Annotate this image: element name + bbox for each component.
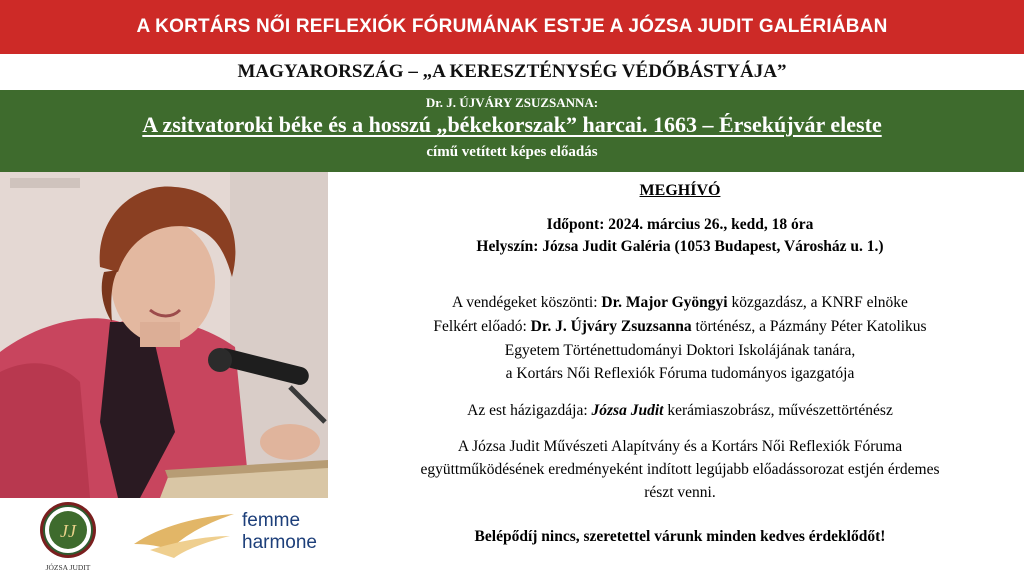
lecture-title: A zsitvatoroki béke és a hosszú „békekorszak” harcai. 1663 – Érsekújvár eleste: [142, 112, 882, 137]
greeting-label: A vendégeket köszönti:: [452, 294, 602, 311]
host-label: Az est házigazdája:: [467, 402, 592, 419]
presenter-role: történész, a Pázmány Péter Katolikus: [691, 318, 927, 335]
invitation-heading: MEGHÍVÓ: [639, 182, 721, 199]
femme-word: femme: [242, 510, 301, 531]
lecture-band: [0, 90, 1024, 172]
description-line-2: együttműködésének eredményeként indított legújabb előadássorozat estjén érdemes: [420, 461, 940, 478]
greeting-name: Dr. Major Gyöngyi: [601, 294, 728, 311]
series-band: [0, 54, 1024, 90]
presenter-line-3: a Kortárs Női Reflexiók Fóruma tudományos igazgatója: [505, 365, 855, 382]
event-place: Helyszín: Józsa Judit Galéria (1053 Budapest, Városház u. 1.): [476, 238, 884, 255]
harmone-word: harmone: [242, 532, 317, 553]
presenter-line-2: Egyetem Történettudományi Doktori Iskolájának tanára,: [504, 342, 856, 359]
speaker-name: Dr. J. ÚJVÁRY ZSUZSANNA:: [425, 95, 599, 110]
lecture-subtitle: című vetített képes előadás: [426, 144, 598, 160]
host-role: kerámiaszobrász, művészettörténész: [663, 402, 893, 419]
closing-line: Belépődíj nincs, szeretettel várunk minden kedves érdeklődőt!: [474, 528, 886, 545]
jozsa-judit-emblem: [36, 500, 100, 576]
presenter-name: Dr. J. Újváry Zsuzsanna: [530, 318, 692, 335]
series-title: MAGYARORSZÁG – „A KERESZTÉNYSÉG VÉDŐBÁSTYÁJA”: [237, 61, 787, 82]
banner-title: A KORTÁRS NŐI REFLEXIÓK FÓRUMÁNAK ESTJE A JÓZSA JUDIT GALÉRIÁBAN: [136, 16, 888, 37]
speaker-photo-illustration: [0, 172, 328, 498]
description-line-1: A Józsa Judit Művészeti Alapítvány és a Kortárs Női Reflexiók Fóruma: [457, 438, 903, 455]
jozsa-monogram: JJ: [60, 521, 76, 541]
presenter-label: Felkért előadó:: [433, 318, 531, 335]
top-banner: [0, 0, 1024, 54]
description-line-3: részt venni.: [644, 484, 716, 501]
jozsa-logo-name: JÓZSA JUDIT: [45, 563, 91, 572]
speaker-photo: [0, 172, 328, 498]
greeting-line: [336, 294, 1024, 312]
host-name: Józsa Judit: [591, 402, 664, 419]
event-time: Időpont: 2024. március 26., kedd, 18 óra: [546, 216, 814, 233]
jozsa-judit-logo: [36, 500, 100, 576]
femme-swoosh-icon: [130, 506, 240, 562]
host-line: [336, 402, 1024, 420]
greeting-role: közgazdász, a KNRF elnöke: [727, 294, 908, 311]
femme-wordmark: [242, 510, 317, 554]
femme-harmone-logo: [130, 506, 330, 562]
presenter-line: [336, 318, 1024, 336]
